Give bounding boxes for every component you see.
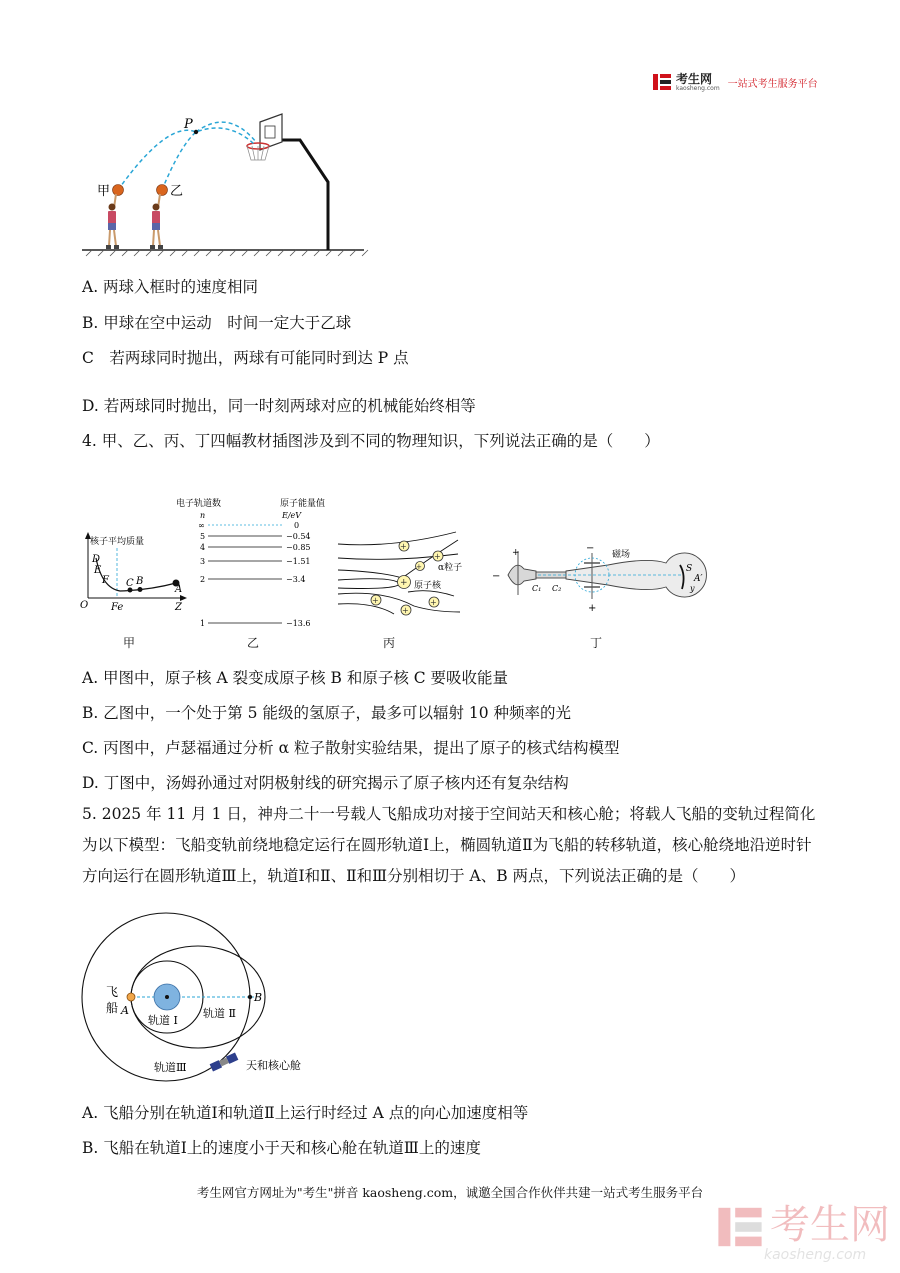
- fig-ding-minus-left: −: [492, 571, 501, 582]
- fig-yi-n-1: 1: [200, 619, 206, 628]
- q4-option-c: C. 丙图中，卢瑟福通过分析 α 粒子散射实验结果，提出了原子的核式结构模型: [82, 739, 620, 757]
- backboard: [260, 114, 282, 150]
- svg-text:+: +: [400, 542, 407, 551]
- fig-jia-point-b: B: [136, 576, 144, 587]
- point-b-label: B: [254, 991, 263, 1004]
- fig-jia-point-a: A: [175, 584, 183, 595]
- station-label: 天和核心舱: [246, 1059, 301, 1072]
- point-p-label: P: [184, 117, 193, 132]
- fig-jia-point-f: F: [102, 575, 109, 586]
- watermark-text: 考生网: [770, 1202, 890, 1248]
- svg-text:+: +: [402, 606, 409, 615]
- fig-bing-alpha-label: α粒子: [438, 563, 463, 573]
- basketball-figure: [78, 110, 378, 260]
- fig-ding-s: S: [686, 564, 693, 574]
- player-yi: [150, 194, 163, 249]
- header-slogan: 一站式考生服务平台: [727, 78, 818, 90]
- header-brand-block: [676, 73, 720, 92]
- ship-dot: [127, 993, 135, 1001]
- orbit-1-label: 轨道 Ⅰ: [148, 1014, 178, 1027]
- page-footer: 考生网官方网址为"考生"拼音 kaosheng.com，诚邀全国合作伙伴共建一站式考生服务平台: [196, 1185, 704, 1200]
- fig-bing-scattering: [334, 518, 470, 618]
- fig-ding-minus-top: −: [586, 545, 595, 554]
- ship-label-2: 船: [106, 1001, 119, 1015]
- fig-jia-ylabel: 核子平均质量: [90, 537, 145, 547]
- player-jia: [106, 194, 119, 249]
- fig-yi-e-2: −3.4: [286, 575, 306, 584]
- fig-jia-point-e: E: [94, 565, 102, 576]
- svg-text:+: +: [430, 598, 437, 607]
- site-header: [652, 72, 818, 92]
- fig-orbits: [76, 910, 346, 1084]
- fig-yi-e-4: −0.85: [286, 543, 311, 552]
- label-jia: 甲: [97, 184, 111, 199]
- fig-jia-point-d: D: [92, 554, 101, 565]
- fig-jia-point-c: C: [126, 578, 134, 589]
- fig-ding-a-prime: A′: [694, 574, 703, 584]
- fig-ding-c1: C₁: [532, 584, 542, 593]
- label-yi: 乙: [170, 184, 184, 199]
- fig-yi-e-inf: 0: [294, 521, 300, 530]
- q5-stem: 5. 2025 年 11 月 1 日，神舟二十一号载人飞船成功对接于空间站天和核心舱；将载人飞船的变轨过程简化为以下模型：飞船变轨前绕地稳定运行在圆形轨道Ⅰ上，椭圆轨道Ⅱ为飞船的转移轨道，核心舱绕地沿逆时针方向运行在圆形轨道Ⅲ上，轨道Ⅰ和Ⅱ、Ⅱ和Ⅲ分别相切于 A、B 两点，下列说法正确的是（ ）: [82, 805, 816, 885]
- q3-option-a: A. 两球入框时的速度相同: [82, 278, 259, 296]
- point-b-dot: [248, 995, 252, 999]
- watermark-logo-icon: [716, 1203, 764, 1251]
- fig-jia-origin: O: [80, 600, 89, 611]
- fig-yi-e-5: −0.54: [286, 532, 311, 541]
- fig-yi-n-4: 4: [200, 543, 206, 552]
- orbit-2-label: 轨道 Ⅱ: [203, 1007, 236, 1020]
- fig-ding-plus-bottom: +: [588, 603, 597, 614]
- kaosheng-logo-icon: [652, 72, 672, 92]
- fig-ding-magnet: 磁场: [612, 550, 631, 560]
- q3-option-c: C 若两球同时抛出，两球有可能同时到达 P 点: [82, 349, 409, 367]
- fig-ding-c2: C₂: [552, 584, 562, 593]
- fig-yi-title-left: 电子轨道数: [176, 499, 222, 509]
- station-icon: [210, 1052, 239, 1071]
- fig-yi-n-5: 5: [200, 532, 206, 541]
- fig-yi-n: n: [200, 511, 206, 520]
- header-url: kaosheng.com: [676, 84, 720, 92]
- fig-yi-e-1: −13.6: [286, 619, 311, 628]
- q3-option-b: B. 甲球在空中运动 时间一定大于乙球: [82, 314, 352, 332]
- ball-yi: [157, 185, 168, 196]
- watermark: [716, 1203, 890, 1263]
- fig-ding-tube: [488, 545, 716, 617]
- q4-stem: 4. 甲、乙、丙、丁四幅教材插图涉及到不同的物理知识，下列说法正确的是（ ）: [82, 432, 660, 450]
- ball-jia: [113, 185, 124, 196]
- svg-text:+: +: [400, 578, 408, 588]
- fig-ding-caption: 丁: [590, 636, 603, 650]
- trajectory-jia: [118, 128, 254, 190]
- fig-bing-nucleus-label: 原子核: [414, 581, 442, 591]
- fig-ding-plus-top: +: [512, 548, 520, 558]
- header-brand: 考生网: [676, 71, 713, 86]
- fig-yi-title-right: 原子能量值: [280, 499, 326, 509]
- fig-yi-e: E/eV: [282, 511, 302, 520]
- fig-yi-n-inf: ∞: [198, 521, 205, 530]
- point-p-dot: [194, 130, 198, 134]
- q3-option-d: D. 若两球同时抛出，同一时刻两球对应的机械能始终相等: [82, 397, 476, 415]
- fig-yi-n-2: 2: [200, 575, 206, 584]
- fig-jia-fe: Fe: [111, 602, 124, 613]
- ship-label-1: 飞: [106, 985, 119, 999]
- q4-option-a: A. 甲图中，原子核 A 裂变成原子核 B 和原子核 C 要吸收能量: [82, 669, 509, 687]
- q4-option-b: B. 乙图中，一个处于第 5 能级的氢原子，最多可以辐射 10 种频率的光: [82, 704, 572, 722]
- svg-text:+: +: [416, 563, 422, 571]
- fig-yi-n-3: 3: [200, 557, 206, 566]
- fig-jia-caption: 甲: [123, 636, 136, 650]
- fig-yi-e-3: −1.51: [286, 557, 311, 566]
- svg-text:+: +: [372, 596, 379, 605]
- hoop-pole: [282, 140, 328, 250]
- q5-option-a: A. 飞船分别在轨道Ⅰ和轨道Ⅱ上运行时经过 A 点的向心加速度相等: [82, 1104, 529, 1122]
- svg-text:+: +: [434, 552, 441, 561]
- ground-hatch: [86, 250, 368, 256]
- fig-bing-caption: 丙: [383, 636, 396, 650]
- q4-option-d: D. 丁图中，汤姆孙通过对阴极射线的研究揭示了原子核内还有复杂结构: [82, 774, 569, 792]
- watermark-text-block: [764, 1203, 890, 1263]
- fig-jia-xlabel: Z: [175, 602, 182, 613]
- fig-yi-caption: 乙: [247, 636, 260, 650]
- fig-ding-y: y: [690, 584, 695, 593]
- q5-option-b: B. 飞船在轨道Ⅰ上的速度小于天和核心舱在轨道Ⅲ上的速度: [82, 1139, 481, 1157]
- watermark-url: kaosheng.com: [764, 1247, 867, 1263]
- point-a-label: A: [121, 1004, 129, 1017]
- orbit-3-label: 轨道Ⅲ: [154, 1061, 187, 1074]
- fig-yi-levels: [172, 495, 332, 633]
- trajectory-yi: [162, 132, 196, 190]
